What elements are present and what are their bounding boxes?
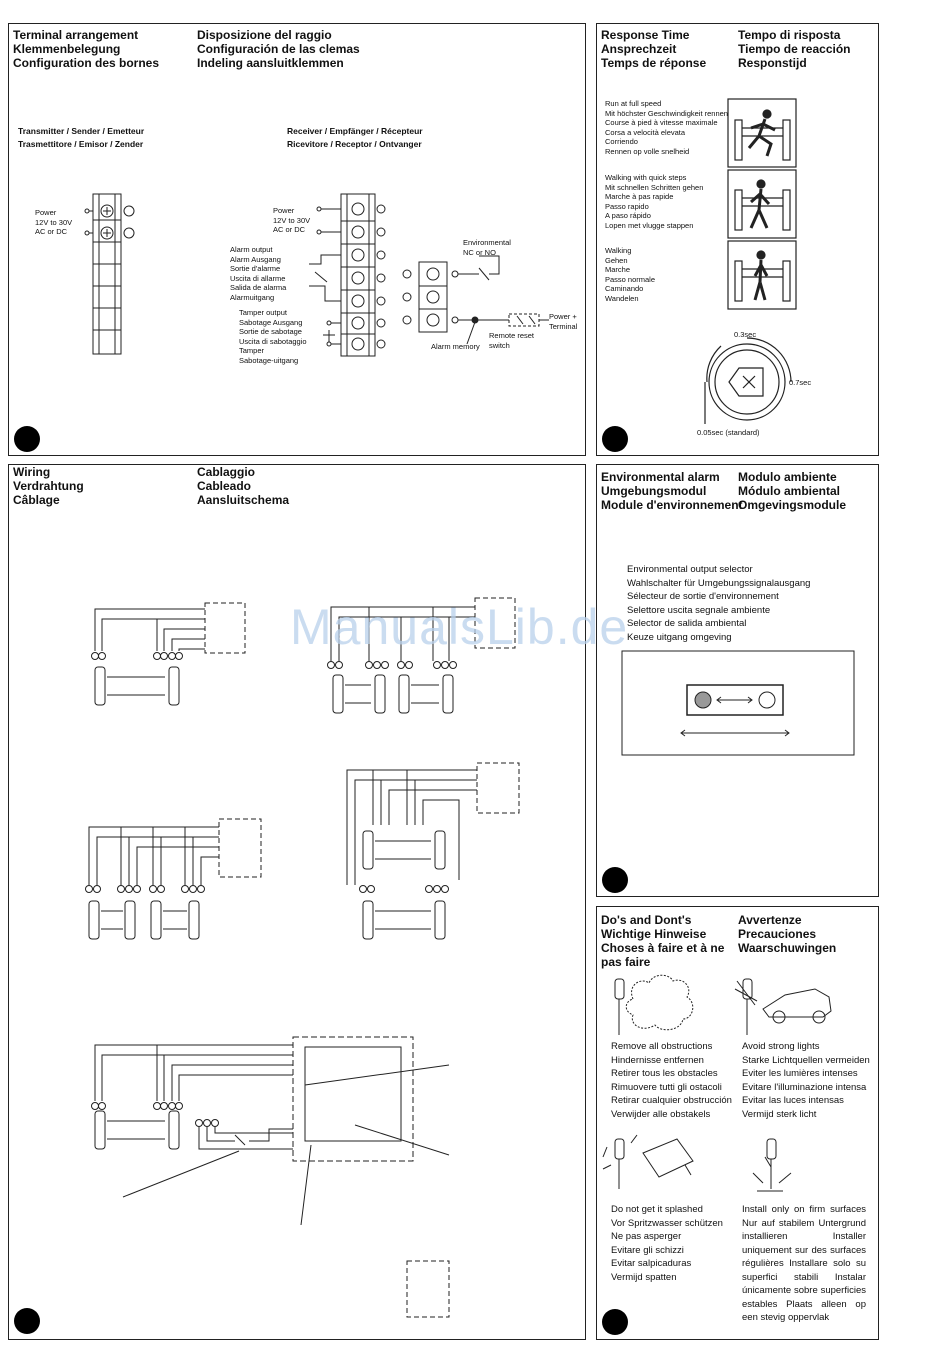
firm-surface-icon <box>753 1139 791 1191</box>
watermark: ManualsLib.de <box>290 599 629 655</box>
response-time-panel <box>596 23 879 456</box>
time-005-label: 0.05sec (standard) <box>697 428 760 437</box>
dos-heading-right: Avvertenze Precauciones Waarschuwingen <box>738 913 837 955</box>
power-terminal-label: Power + Terminal <box>549 312 578 331</box>
section-marker-dot <box>14 426 40 452</box>
wiring-heading-left: Wiring Verdrahtung Câblage <box>13 465 84 507</box>
terminal-heading-right: Disposizione del raggio Configuración de las clemas Indeling aansluitklemmen <box>197 28 360 70</box>
env-heading-left: Environmental alarm Umgebungsmodul Module d'environnement <box>601 470 743 512</box>
response-heading-left: Response Time Ansprechzeit Temps de réponse <box>601 28 707 70</box>
transmitter-title: Transmitter / Sender / Emetteur Trasmettitore / Emisor / Zender <box>18 126 145 149</box>
wiring-diagram-stacked <box>347 763 519 939</box>
rx-terminal-block <box>309 194 385 356</box>
wiring-diagram-single <box>92 603 246 705</box>
walk-figure-icon <box>728 241 796 309</box>
env-selector-label: Environmental output selector Wahlschalter für Umgebungssignalausgang Sélecteur de sortie d'environnement Selettore uscita segnale ambiente Selector de salida ambiental Keuze uitgang omgeving <box>627 564 811 643</box>
obstructions-label: Remove all obstructions Hindernisse entfernen Retirer tous les obstacles Rimuovere tutti gli ostacoli Retirar cualquier obstrucción Verwijder alle obstakels <box>611 1041 732 1120</box>
quick-walk-figure-icon <box>728 170 796 238</box>
terminal-diagram <box>9 24 587 457</box>
wiring-diagrams <box>9 465 587 1341</box>
rx-power-label: Power 12V to 30V AC or DC <box>273 206 311 234</box>
time-03-label: 0.3sec <box>734 330 757 339</box>
env-heading-right: Modulo ambiente Módulo ambiental Omgevingsmodule <box>738 470 847 512</box>
tamper-output-label: Tamper output Sabotage Ausgang Sortie de sabotage Uscita di sabotaggio Tamper Sabotage-uitgang <box>239 308 307 365</box>
splash-label: Do not get it splashed Vor Spritzwasser schützen Ne pas asperger Evitare gli schizzi Evitar salpicaduras Vermijd spatten <box>611 1204 723 1283</box>
response-heading-right: Tempo di risposta Tiempo de reacción Responstijd <box>738 28 851 70</box>
env-terminal-block <box>403 256 549 344</box>
firm-label: Install only on firm surfaces Nur auf stabilem Untergrund installieren Installer uniquement sur des surfaces régulières Installare solo su superfici stabili Instalar únicamente sobre superficies estables Plaats alleen op een stevig oppervlak <box>742 1204 866 1323</box>
environmental-label: Environmental NC or NO <box>463 238 511 257</box>
environmental-panel <box>596 464 879 897</box>
terminal-heading-left: Terminal arrangement Klemmenbelegung Configuration des bornes <box>13 28 160 70</box>
section-marker-dot <box>14 1308 40 1334</box>
time-07-label: 0.7sec <box>789 378 812 387</box>
response-figures <box>597 24 880 457</box>
remote-reset-label: Remote reset switch <box>489 331 535 350</box>
section-marker-dot <box>602 867 628 893</box>
splash-icon <box>603 1135 693 1189</box>
wiring-panel <box>8 464 586 1340</box>
dos-donts-panel <box>596 906 879 1340</box>
response-dial-icon <box>705 338 791 424</box>
receiver-title: Receiver / Empfänger / Récepteur Ricevitore / Receptor / Ontvanger <box>287 126 423 149</box>
wiring-heading-right: Cablaggio Cableado Aansluitschema <box>197 465 290 507</box>
obstruction-icon <box>615 975 693 1035</box>
dos-heading-left: Do's and Dont's Wichtige Hinweise Choses à faire et à ne pas faire <box>601 913 725 969</box>
wiring-diagram-remote <box>92 1037 450 1317</box>
lights-label: Avoid strong lights Starke Lichtquellen vermeiden Eviter les lumières intenses Evitare l'illuminazione intensa Evitar las luces intensas Vermijd sterk licht <box>742 1041 870 1120</box>
run-label: Run at full speed Mit höchster Geschwindigkeit rennen Course à pied à vitesse maximale Corsa a velocità elevata Corriendo Rennen op volle snelheid <box>605 99 728 156</box>
alarm-memory-label: Alarm memory <box>431 342 480 351</box>
quick-label: Walking with quick steps Mit schnellen Schritten gehen Marche à pas rapide Passo rapido A paso rápido Lopen met vlugge stappen <box>605 173 704 230</box>
tx-terminal-block <box>85 194 134 354</box>
run-figure-icon <box>728 99 796 167</box>
walk-label: Walking Gehen Marche Passo normale Caminando Wandelen <box>605 246 656 303</box>
alarm-output-label: Alarm output Alarm Ausgang Sortie d'alarme Uscita di allarme Salida de alarma Alarmuitgang <box>230 245 287 302</box>
section-marker-dot <box>602 426 628 452</box>
terminal-arrangement-panel <box>8 23 586 456</box>
section-marker-dot <box>602 1309 628 1335</box>
env-selector-diagram <box>597 465 880 898</box>
tx-power-label: Power 12V to 30V AC or DC <box>35 208 73 236</box>
strong-light-icon <box>735 979 831 1035</box>
wiring-diagram-quad <box>86 819 262 939</box>
